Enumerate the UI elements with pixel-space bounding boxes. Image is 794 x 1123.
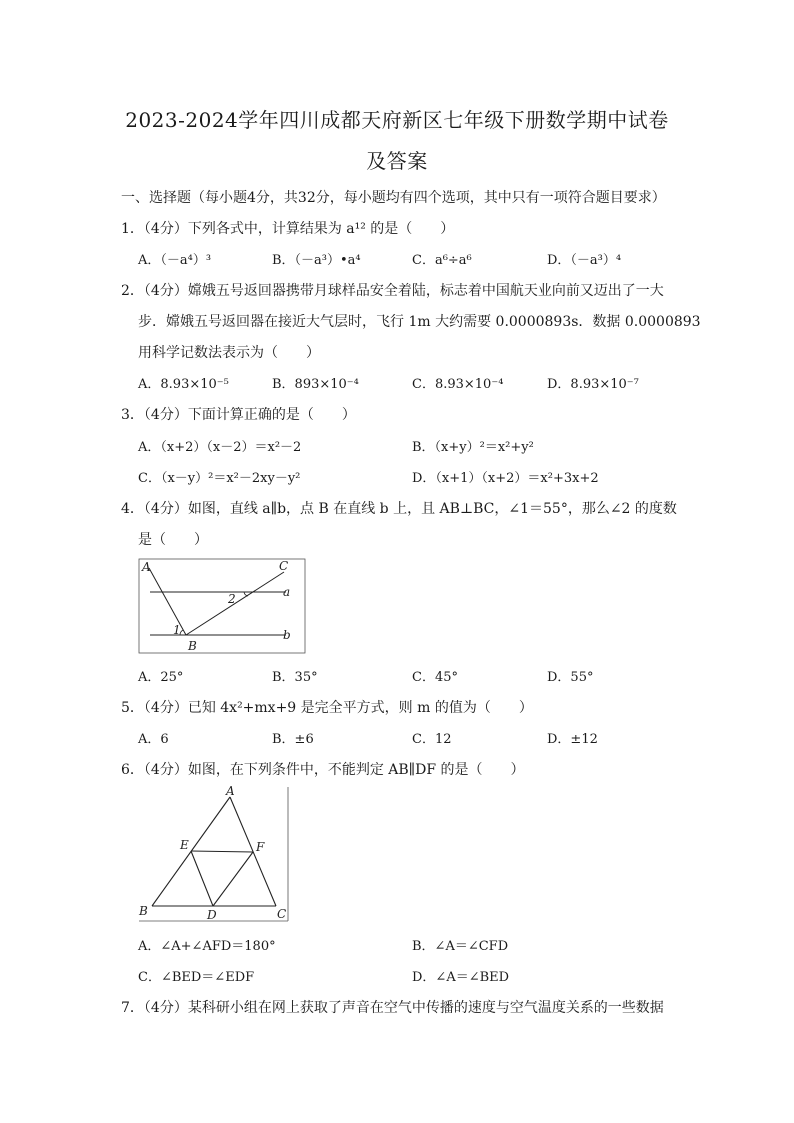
- q5-option-b: B．±6: [272, 732, 314, 747]
- question-2-stem-line-2: 步．嫦娥五号返回器在接近大气层时，飞行 1m 大约需要 0.0000893s．数据 0.0000893: [138, 314, 701, 330]
- label-B: B: [188, 639, 197, 653]
- section-heading: 一、选择题（每小题4分，共32分，每小题均有四个选项，其中只有一项符合题目要求）: [121, 190, 666, 206]
- q1-option-c: C．a⁶÷a⁶: [412, 253, 472, 268]
- q4-option-c: C．45°: [412, 670, 458, 685]
- label-B: B: [139, 904, 148, 918]
- label-2: 2: [228, 592, 236, 606]
- q2-option-c: C．8.93×10⁻⁴: [412, 377, 504, 392]
- q3-option-a: A．（x+2）（x－2）＝x²－2: [138, 440, 302, 455]
- label-1: 1: [173, 623, 181, 637]
- label-D: D: [207, 908, 217, 922]
- segment-ef: [191, 851, 253, 852]
- q5-option-c: C．12: [412, 732, 452, 747]
- question-7-stem: 7．（4分）某科研小组在网上获取了声音在空气中传播的速度与空气温度关系的一些数据: [121, 1000, 664, 1016]
- q2-option-d: D．8.93×10⁻⁷: [547, 377, 639, 392]
- page-title-line-2: 及答案: [366, 149, 428, 173]
- label-C: C: [277, 907, 287, 921]
- q1-option-d: D．（－a³）⁴: [547, 253, 622, 268]
- q4-option-a: A．25°: [138, 670, 184, 685]
- q4-option-d: D．55°: [547, 670, 594, 685]
- label-A: A: [226, 785, 235, 798]
- label-C: C: [279, 559, 289, 573]
- label-E: E: [180, 838, 189, 852]
- question-6-stem: 6．（4分）如图，在下列条件中，不能判定 AB∥DF 的是（ ）: [121, 762, 525, 778]
- label-A: A: [142, 560, 151, 574]
- segment-ed: [191, 851, 213, 906]
- question-1-stem: 1．（4分）下列各式中，计算结果为 a¹² 的是（ ）: [121, 221, 455, 237]
- q5-option-d: D．±12: [547, 732, 598, 747]
- question-2-stem-line-1: 2．（4分）嫦娥五号返回器携带月球样品安全着陆，标志着中国航天业向前又迈出了一大: [121, 283, 664, 299]
- q3-option-d: D．（x+1）（x+2）＝x²+3x+2: [412, 471, 599, 486]
- question-4-stem-line-1: 4．（4分）如图，直线 a∥b，点 B 在直线 b 上，且 AB⊥BC，∠1＝55°，那么∠2 的度数: [121, 501, 677, 517]
- q6-option-c: C．∠BED＝∠EDF: [138, 970, 255, 985]
- q6-option-d: D．∠A＝∠BED: [412, 970, 510, 985]
- question-2-stem-line-3: 用科学记数法表示为（ ）: [138, 345, 320, 361]
- q3-option-b: B．（x+y）²＝x²+y²: [412, 440, 534, 455]
- q6-option-a: A．∠A+∠AFD＝180°: [138, 939, 276, 954]
- q2-option-a: A．8.93×10⁻⁵: [138, 377, 229, 392]
- question-5-stem: 5．（4分）已知 4x²+mx+9 是完全平方式，则 m 的值为（ ）: [121, 700, 533, 716]
- label-F: F: [256, 840, 265, 854]
- question-3-stem: 3．（4分）下面计算正确的是（ ）: [121, 407, 356, 423]
- label-b: b: [283, 628, 291, 642]
- q3-option-c: C．（x－y）²＝x²－2xy－y²: [138, 471, 301, 486]
- label-a: a: [283, 585, 291, 599]
- q1-option-b: B．（－a³）•a⁴: [272, 253, 361, 268]
- q2-option-b: B．893×10⁻⁴: [272, 377, 359, 392]
- page-title-line-1: 2023-2024学年四川成都天府新区七年级下册数学期中试卷: [125, 108, 669, 132]
- q4-option-b: B．35°: [272, 670, 318, 685]
- question-4-stem-line-2: 是（ ）: [138, 532, 208, 548]
- q4-figure-frame: [139, 559, 305, 653]
- q1-option-a: A．（－a⁴）³: [138, 253, 212, 268]
- q4-figure: [138, 558, 306, 654]
- q5-option-a: A．6: [138, 732, 169, 747]
- q6-option-b: B．∠A＝∠CFD: [412, 939, 509, 954]
- q6-figure: [137, 785, 291, 923]
- segment-df: [213, 852, 253, 906]
